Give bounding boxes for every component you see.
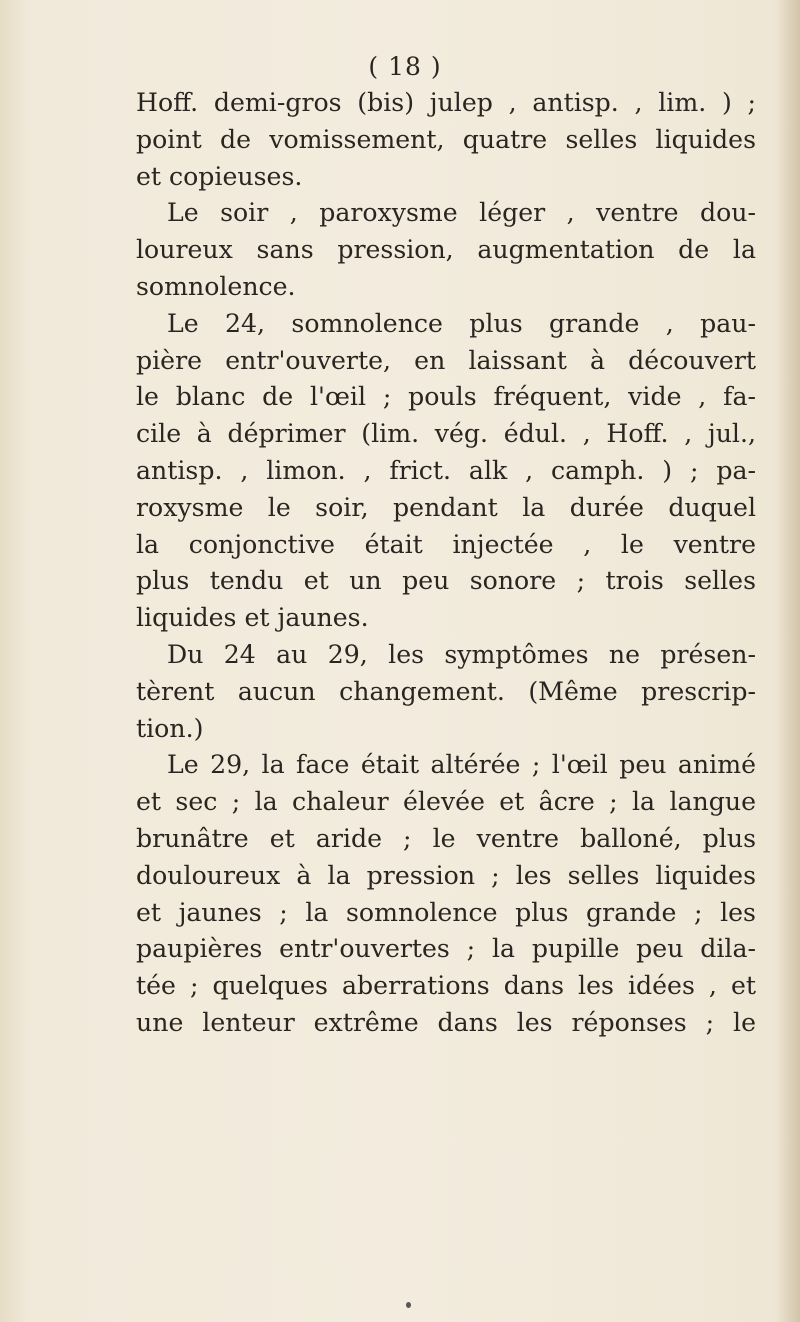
text-line: douloureux à la pression ; les selles liquides — [136, 860, 756, 890]
page-edge-shadow — [778, 0, 800, 1322]
text-line: tèrent aucun changement. (Même prescrip- — [136, 676, 756, 706]
text-line: et jaunes ; la somnolence plus grande ; les — [136, 897, 756, 927]
text-line: Le 24, somnolence plus grande , pau- — [167, 308, 756, 338]
text-line: Hoff. demi-gros (bis) julep , antisp. , lim. ) ; — [136, 88, 756, 117]
text-line: une lenteur extrême dans les réponses ; le — [136, 1007, 756, 1037]
text-line: point de vomissement, quatre selles liquides — [136, 124, 756, 154]
text-line: et sec ; la chaleur élevée et âcre ; la langue — [136, 787, 756, 817]
text-line: Du 24 au 29, les symptômes ne présen- — [167, 639, 756, 669]
text-line: brunâtre et aride ; le ventre balloné, plus — [136, 823, 756, 853]
page-number: ( 18 ) — [368, 52, 442, 81]
text-line: tée ; quelques aberrations dans les idées , et — [136, 971, 756, 1001]
ink-speck — [406, 1302, 411, 1308]
text-line: Le 29, la face était altérée ; l'œil peu animé — [167, 750, 756, 780]
text-line: cile à déprimer (lim. vég. édul. , Hoff. , jul., — [136, 419, 756, 449]
text-line: somnolence. — [136, 271, 296, 301]
text-line: antisp. , limon. , frict. alk , camph. ) ; pa- — [136, 455, 756, 485]
text-line: plus tendu et un peu sonore ; trois selles — [136, 566, 756, 596]
text-line: le blanc de l'œil ; pouls fréquent, vide , fa- — [136, 382, 756, 412]
text-line: liquides et jaunes. — [136, 603, 369, 633]
text-line: Le soir , paroxysme léger , ventre dou- — [167, 198, 756, 228]
text-line: tion.) — [136, 713, 204, 743]
text-line: et copieuses. — [136, 161, 303, 191]
text-line: paupières entr'ouvertes ; la pupille peu dila- — [136, 934, 756, 964]
text-line: roxysme le soir, pendant la durée duquel — [136, 492, 756, 522]
text-line: loureux sans pression, augmentation de la — [136, 235, 756, 265]
text-line: pière entr'ouverte, en laissant à découvert — [136, 345, 756, 375]
body-text — [136, 85, 756, 1042]
text-line: la conjonctive était injectée , le ventre — [136, 529, 756, 559]
